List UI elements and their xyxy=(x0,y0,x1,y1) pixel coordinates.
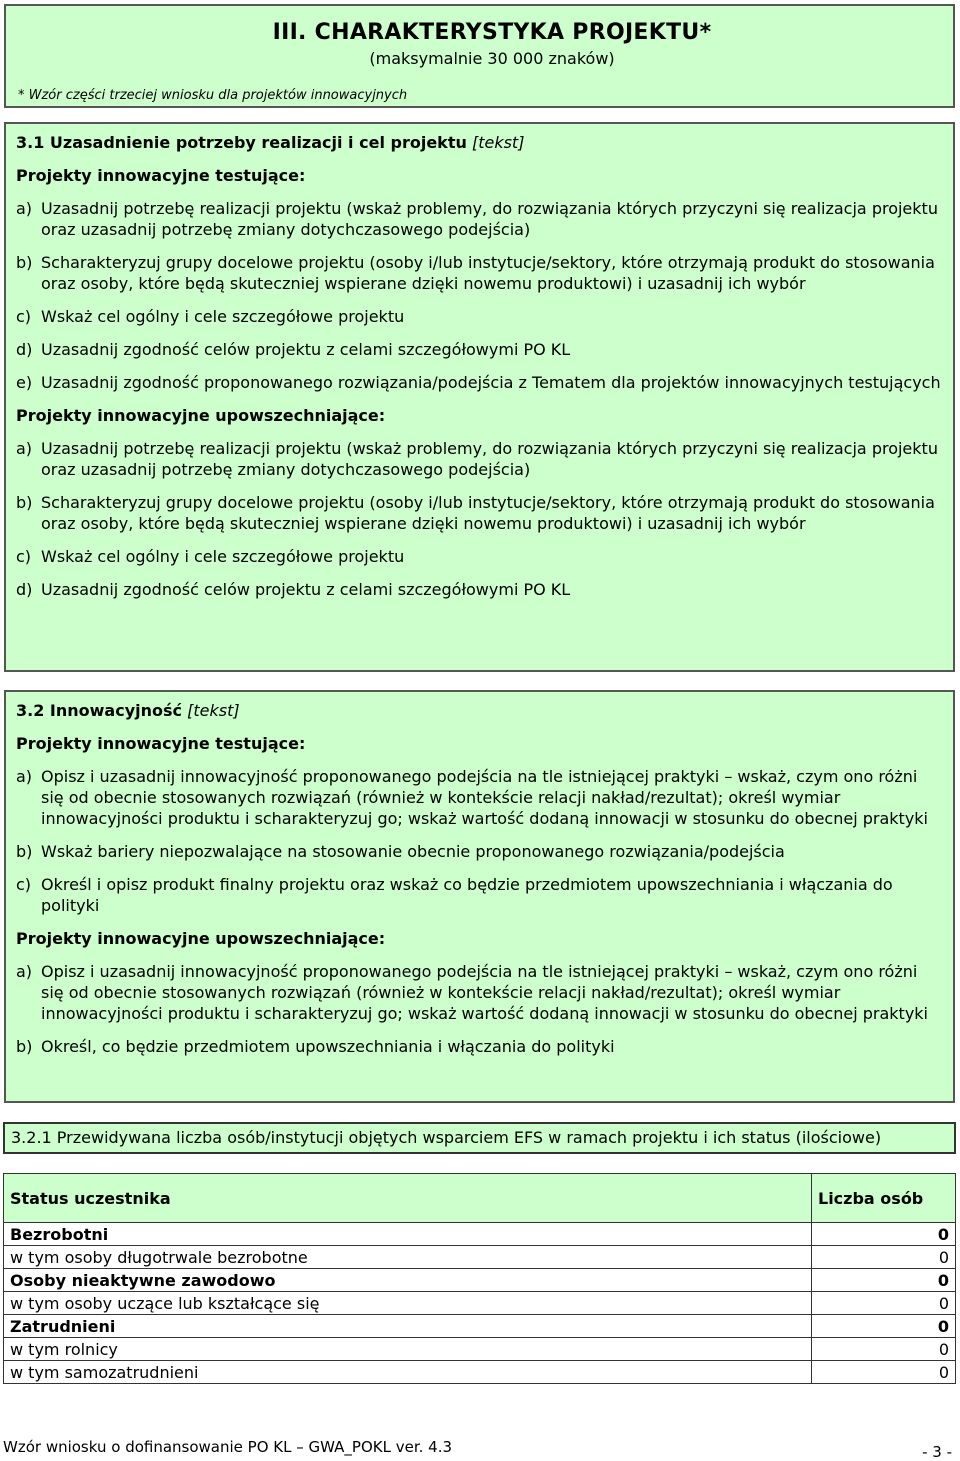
list-item-letter: b) xyxy=(16,493,33,512)
list-item-text: Określ i opisz produkt finalny projektu oraz wskaż co będzie przedmiotem upowszechniania i włączania do polityki xyxy=(41,875,893,915)
list-item-letter: c) xyxy=(16,875,32,894)
list-item-letter: e) xyxy=(16,373,33,392)
list-item-letter: a) xyxy=(16,962,33,981)
item-list xyxy=(16,198,943,393)
list-item-letter: c) xyxy=(16,547,32,566)
list-item-text: Uzasadnij potrzebę realizacji projektu (wskaż problemy, do rozwiązania których przyczyni się realizacja projektu oraz uzasadnij potrzebę zmiany dotychczasowego podejścia) xyxy=(41,439,938,479)
status-cell: Zatrudnieni xyxy=(4,1315,812,1338)
list-item-text: Uzasadnij zgodność celów projektu z celami szczegółowymi PO KL xyxy=(41,580,571,599)
list-item-text: Scharakteryzuj grupy docelowe projektu (osoby i/lub instytucje/sektory, które otrzymają produkt do stosowania oraz osoby, które będą skuteczniej wspierane dzięki nowemu produktowi) i uzasadnij ich wybór xyxy=(41,493,935,533)
status-cell: w tym rolnicy xyxy=(4,1338,812,1361)
count-cell: 0 xyxy=(812,1338,956,1361)
list-item-text: Opisz i uzasadnij innowacyjność proponowanego podejścia na tle istniejącej praktyki – wskaż, czym ono różni się od obecnie stosowanych rozwiązań (również w kontekście relacji nakład/rezultat); określ wymiar innowacyjności produktu i scharakteryzuj go; wskaż wartość dodaną innowacji w stosunku do obecnej praktyki xyxy=(41,767,928,828)
section-3-1-title: 3.1 Uzasadnienie potrzeby realizacji i cel projektu [tekst] xyxy=(16,133,525,152)
list-item xyxy=(16,492,943,534)
list-item-text: Wskaż cel ogólny i cele szczegółowe projektu xyxy=(41,307,405,326)
list-item xyxy=(16,198,943,240)
section-3-1 xyxy=(4,122,955,672)
status-cell: w tym osoby uczące lub kształcące się xyxy=(4,1292,812,1315)
list-item-letter: d) xyxy=(16,580,33,599)
list-item-text: Uzasadnij zgodność celów projektu z celami szczegółowymi PO KL xyxy=(41,340,571,359)
list-item-text: Uzasadnij zgodność proponowanego rozwiązania/podejścia z Tematem dla projektów innowacyjnych testujących xyxy=(41,373,941,392)
list-item-letter: a) xyxy=(16,439,33,458)
item-list xyxy=(16,766,943,916)
group-heading: Projekty innowacyjne upowszechniające: xyxy=(16,929,386,948)
list-item-letter: b) xyxy=(16,253,33,272)
list-item xyxy=(16,841,943,862)
section-3-2-1-title: 3.2.1 Przewidywana liczba osób/instytucji objętych wsparciem EFS w ramach projektu i ich status (ilościowe) xyxy=(11,1128,882,1147)
table-header-row xyxy=(4,1174,956,1223)
list-item-text: Wskaż bariery niepozwalające na stosowanie obecnie proponowanego rozwiązania/podejścia xyxy=(41,842,785,861)
page-number: - 3 - xyxy=(922,1443,952,1461)
list-item-letter: b) xyxy=(16,1037,33,1056)
table-row xyxy=(4,1223,956,1246)
list-item-text: Scharakteryzuj grupy docelowe projektu (osoby i/lub instytucje/sektory, które otrzymają produkt do stosowania oraz osoby, które będą skuteczniej wspierane dzięki nowemu produktowi) i uzasadnij ich wybór xyxy=(41,253,935,293)
list-item-letter: a) xyxy=(16,767,33,786)
count-cell: 0 xyxy=(812,1361,956,1384)
section-3-2-1 xyxy=(3,1122,956,1154)
status-cell: Bezrobotni xyxy=(4,1223,812,1246)
template-note: * Wzór części trzeciej wniosku dla projektów innowacyjnych xyxy=(18,88,408,103)
column-header-count: Liczba osób xyxy=(812,1174,956,1223)
list-item-text: Określ, co będzie przedmiotem upowszechniania i włączania do polityki xyxy=(41,1037,615,1056)
list-item-text: Uzasadnij potrzebę realizacji projektu (wskaż problemy, do rozwiązania których przyczyni się realizacja projektu oraz uzasadnij potrzebę zmiany dotychczasowego podejścia) xyxy=(41,199,938,239)
list-item-letter: a) xyxy=(16,199,33,218)
participant-status-table xyxy=(3,1173,956,1384)
list-item xyxy=(16,252,943,294)
list-item xyxy=(16,579,943,600)
count-cell: 0 xyxy=(812,1315,956,1338)
list-item xyxy=(16,438,943,480)
table-row xyxy=(4,1315,956,1338)
count-cell: 0 xyxy=(812,1223,956,1246)
count-cell: 0 xyxy=(812,1269,956,1292)
list-item xyxy=(16,961,943,1024)
list-item xyxy=(16,306,943,327)
section-3-2-title: 3.2 Innowacyjność [tekst] xyxy=(16,701,240,720)
list-item-letter: c) xyxy=(16,307,32,326)
count-cell: 0 xyxy=(812,1246,956,1269)
table-row xyxy=(4,1338,956,1361)
item-list xyxy=(16,438,943,600)
column-header-status: Status uczestnika xyxy=(4,1174,812,1223)
status-cell: w tym osoby długotrwale bezrobotne xyxy=(4,1246,812,1269)
table-row xyxy=(4,1292,956,1315)
page-title: III. CHARAKTERYSTYKA PROJEKTU* xyxy=(272,20,712,45)
list-item xyxy=(16,874,943,916)
list-item xyxy=(16,372,943,393)
status-cell: w tym samozatrudnieni xyxy=(4,1361,812,1384)
list-item-letter: d) xyxy=(16,340,33,359)
page-subtitle: (maksymalnie 30 000 znaków) xyxy=(369,49,615,68)
section-header xyxy=(4,4,955,108)
table-row xyxy=(4,1361,956,1384)
list-item xyxy=(16,1036,943,1057)
list-item xyxy=(16,339,943,360)
table-row xyxy=(4,1246,956,1269)
table-row xyxy=(4,1269,956,1292)
list-item-text: Opisz i uzasadnij innowacyjność proponowanego podejścia na tle istniejącej praktyki – wskaż, czym ono różni się od obecnie stosowanych rozwiązań (również w kontekście relacji nakład/rezultat); określ wymiar innowacyjności produktu i scharakteryzuj go; wskaż wartość dodaną innowacji w stosunku do obecnej praktyki xyxy=(41,962,928,1023)
list-item xyxy=(16,546,943,567)
group-heading: Projekty innowacyjne testujące: xyxy=(16,166,306,185)
group-heading: Projekty innowacyjne upowszechniające: xyxy=(16,406,386,425)
group-heading: Projekty innowacyjne testujące: xyxy=(16,734,306,753)
status-cell: Osoby nieaktywne zawodowo xyxy=(4,1269,812,1292)
count-cell: 0 xyxy=(812,1292,956,1315)
list-item-letter: b) xyxy=(16,842,33,861)
footer-form-name: Wzór wniosku o dofinansowanie PO KL – GWA_POKL ver. 4.3 xyxy=(3,1438,453,1456)
list-item-text: Wskaż cel ogólny i cele szczegółowe projektu xyxy=(41,547,405,566)
list-item xyxy=(16,766,943,829)
section-3-2 xyxy=(4,690,955,1103)
item-list xyxy=(16,961,943,1057)
